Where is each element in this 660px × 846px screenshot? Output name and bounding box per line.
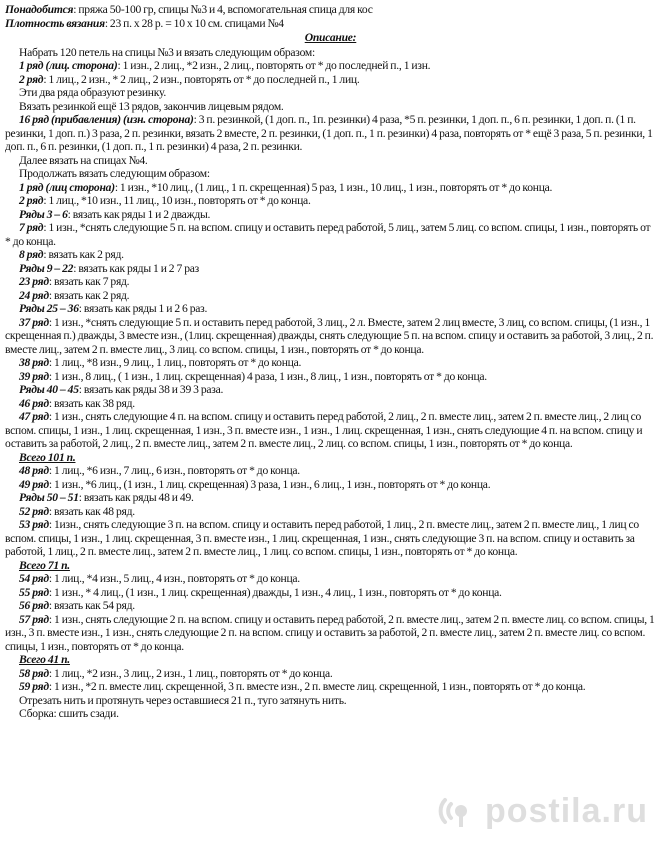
density-text: : 23 п. х 28 р. = 10 х 10 см. спицами №4 <box>104 16 284 30</box>
row-label: 48 ряд <box>19 464 49 477</box>
needed-line <box>5 3 656 17</box>
row-text: : 1изн., снять следующие 3 п. на вспом. спицу и оставить перед работой, 1 лиц., 2 п. вместе лиц., затем 2 п. вместе лиц., 1 лиц со вспом. спицы, 1 изн., 1 лиц. скрещенная, 3 п. вместе изн., 1 лиц. скрещенная, 1 изн., снять следующие 3 п. на вспом. спицу и оставить за работой, 1 лиц., 2 п. вместе лиц., затем 2 п. вместе лиц., 1 лиц. со вспом. спицы, 1 изн., повторять от * до конца. <box>5 518 639 558</box>
row-text: : вязать как ряды 38 и 39 3 раза. <box>78 383 224 396</box>
row-text: : 1 изн., снять следующие 2 п. на вспом. спицу и оставить перед работой, 2 п. вместе лиц., затем 2 п. вместе лиц. со вспом. спицы, 1 изн., 3 п. вместе изн., 1 изн., снять следующие 2 п. на вспом. спицу и оставить за работой, 2 п. вместе лиц., затем 2 п. вместе лиц. со вспом. спицы, 1 изн., повторять от * до конца. <box>5 612 655 653</box>
row-text: : 1 изн., *6 лиц., (1 изн., 1 лиц. скрещенная) 3 раза, 1 изн., 6 лиц., 1 изн., повторять от * до конца. <box>48 477 491 491</box>
row-instruction <box>5 667 656 681</box>
row-instruction <box>5 262 656 276</box>
instruction-text-line <box>5 707 656 721</box>
row-instruction <box>5 613 656 654</box>
row-label: 46 ряд <box>19 396 49 410</box>
row-text: : 1 изн., *снять следующие 5 п. на вспом. спицу и оставить перед работой, 5 лиц., затем 5 лиц. со вспом. спицы, 1 изн., повторять от * до конца. <box>5 221 651 248</box>
row-text: : вязать как 38 ряд. <box>48 396 135 410</box>
row-label: 53 ряд <box>19 518 49 531</box>
row-text: Эти два ряда образуют резинку. <box>19 86 166 99</box>
row-text: : вязать как ряды 1 и 2 7 раз <box>73 261 199 275</box>
row-text: : 1 лиц., *2 изн., 3 лиц., 2 изн., 1 лиц., повторять от * до конца. <box>48 666 333 680</box>
stitch-total-line <box>5 451 656 465</box>
row-instruction <box>5 680 656 694</box>
row-label: Ряды 9 – 22 <box>19 261 74 275</box>
row-text: : вязать как 7 ряд. <box>48 275 130 288</box>
row-text: : вязать как 2 ряд. <box>43 248 124 261</box>
needed-label: Понадобится <box>5 3 74 16</box>
stitch-total: Всего 101 п. <box>19 450 76 464</box>
row-text: : 1 лиц., *4 изн., 5 лиц., 4 изн., повторять от * до конца. <box>48 572 300 585</box>
row-label: 2 ряд <box>19 194 44 207</box>
row-label: 23 ряд <box>19 275 49 288</box>
row-text: : 1 изн., снять следующие 4 п. на вспом. спицу и оставить перед работой, 2 лиц., 2 п. вместе лиц., затем 2 п. вместе лиц., 2 лиц со вспом. спицы, 1 изн., 1 лиц. скрещенная, 1 изн., 3 п. вместе изн., 1 изн., 1 лиц. скрещенная, 1 изн., снять следующие 4 п. на вспом. спицу и оставить за работой, 2 лиц., 2 п. вместе лиц., затем 2 п. вместе лиц., 2 лиц. со вспом. спицы, 1 изн., повторять от * до конца. <box>5 410 643 450</box>
row-text: Отрезать нить и протянуть через оставшиеся 21 п., туго затянуть нить. <box>19 693 347 707</box>
row-instruction <box>5 478 656 492</box>
row-text: Вязать резинкой ещё 13 рядов, закончив лицевым рядом. <box>19 99 284 113</box>
density-line <box>5 17 656 31</box>
instruction-text-line <box>5 100 656 114</box>
instruction-text-line <box>5 154 656 168</box>
row-instruction <box>5 586 656 600</box>
instruction-text-line <box>5 167 656 181</box>
row-text: : вязать как 48 ряд. <box>48 504 135 518</box>
instruction-lines <box>5 46 656 721</box>
row-instruction <box>5 505 656 519</box>
row-label: 2 ряд <box>19 72 44 86</box>
row-text: : 1 изн., 8 лиц., ( 1 изн., 1 лиц. скрещенная) 4 раза, 1 изн., 8 лиц., 1 изн., повторять от * до конца. <box>48 369 487 383</box>
row-label: 54 ряд <box>19 572 49 585</box>
row-instruction <box>5 410 656 451</box>
row-text: : 1 изн., *2 п. вместе лиц. скрещенной, 3 п. вместе изн., 2 п. вместе лиц. скрещенной, 1 изн., повторять от * до конца. <box>48 680 586 693</box>
row-instruction <box>5 302 656 316</box>
row-instruction <box>5 289 656 303</box>
stitch-total: Всего 71 п. <box>19 558 70 572</box>
row-instruction <box>5 316 656 357</box>
row-instruction <box>5 194 656 208</box>
row-label: Ряды 50 – 51 <box>19 491 79 504</box>
instruction-text-line <box>5 46 656 60</box>
row-label: 7 ряд <box>19 221 44 234</box>
row-label: 52 ряд <box>19 504 49 518</box>
row-label: 58 ряд <box>19 666 49 680</box>
row-label: 59 ряд <box>19 680 49 693</box>
row-label: 37 ряд <box>19 315 49 329</box>
row-text: : 1 изн., *10 лиц., (1 лиц., 1 п. скрещенная) 5 раз, 1 изн., 10 лиц., 1 изн., повторять от * до конца. <box>114 180 553 194</box>
row-label: 38 ряд <box>19 356 49 369</box>
row-text: : 1 изн., 2 лиц., *2 изн., 2 лиц., повторять от * до последней п., 1 изн. <box>117 59 431 72</box>
row-label: 16 ряд (прибавления) (изн. сторона) <box>19 113 194 126</box>
row-instruction <box>5 221 656 248</box>
stitch-total-line <box>5 559 656 573</box>
row-instruction <box>5 518 656 559</box>
row-text: : вязать как ряды 1 и 2 6 раз. <box>78 302 208 315</box>
row-instruction <box>5 464 656 478</box>
description-title: Описание: <box>304 31 357 44</box>
row-label: 24 ряд <box>19 288 49 302</box>
description-heading-line <box>5 31 656 45</box>
row-instruction <box>5 181 656 195</box>
row-label: 39 ряд <box>19 369 49 383</box>
row-text: Сборка: сшить сзади. <box>19 707 119 720</box>
row-text: : вязать как 54 ряд. <box>48 599 135 612</box>
row-instruction <box>5 356 656 370</box>
row-text: Набрать 120 петель на спицы №3 и вязать следующим образом: <box>19 45 315 59</box>
stitch-total-line <box>5 653 656 667</box>
row-label: Ряды 3 – 6 <box>19 207 68 221</box>
row-text: Продолжать вязать следующим образом: <box>19 167 210 180</box>
row-label: Ряды 25 – 36 <box>19 302 79 315</box>
row-instruction <box>5 113 656 154</box>
row-instruction <box>5 383 656 397</box>
instruction-text-line <box>5 694 656 708</box>
row-instruction <box>5 73 656 87</box>
row-instruction <box>5 370 656 384</box>
row-label: 56 ряд <box>19 599 49 612</box>
row-instruction <box>5 397 656 411</box>
watermark-text: postila.ru <box>484 791 648 830</box>
row-instruction <box>5 572 656 586</box>
density-label: Плотность вязания <box>5 16 105 30</box>
row-label: 1 ряд (лиц. сторона) <box>19 59 118 72</box>
row-label: 55 ряд <box>19 585 49 599</box>
row-text: Далее вязать на спицах №4. <box>19 153 148 167</box>
row-instruction <box>5 208 656 222</box>
row-text: : 1 лиц., *8 изн., 9 лиц., 1 лиц., повторять от * до конца. <box>48 356 302 369</box>
row-text: : вязать как 2 ряд. <box>48 288 130 302</box>
row-label: 8 ряд <box>19 248 44 261</box>
row-instruction <box>5 59 656 73</box>
row-label: 1 ряд (лиц сторона) <box>19 180 115 194</box>
row-text: : вязать как ряды 48 и 49. <box>78 491 194 504</box>
row-text: : 3 п. резинкой, (1 доп. п., 1п. резинки) 4 раза, *5 п. резинки, 1 доп. п., 6 п. резинки, 1 доп. п. (1 п. резинки, 1 доп. п.) 3 раза, 2 п. резинки, вязать 2 вместе, 2 п. резинки, (1 доп. п., 1 п. резинки) 4 раза, повторять от * ещё 3 раза, 5 п. резинки, 1 доп. п., 6 п. резинки, (1 доп. п., 1 п. резинки) 4 раза, 2 п. резинки. <box>5 113 653 153</box>
row-instruction <box>5 599 656 613</box>
row-text: : 1 изн., *снять следующие 5 п. и оставить перед работой, 3 лиц., 2 л. Вместе, затем 2 лиц вместе, 3 лиц, со вспом. спицы, (1 изн., 1 скрещенная п.) дважды, 3 вместе изн., (1лиц. скрещенная) дважды, снять следующие 5 п. на вспом. спицу и оставить за работой, 3 лиц., 2 п. вместе лиц., затем 2 п. вместе лиц., 3 лиц. со вспом. спицы, 1 изн., повторять от * до конца. <box>5 315 654 356</box>
row-text: : 1 лиц., *6 изн., 7 лиц., 6 изн., повторять от * до конца. <box>48 464 300 477</box>
instruction-text-line <box>5 86 656 100</box>
row-label: 57 ряд <box>19 612 49 626</box>
row-label: Ряды 40 – 45 <box>19 383 79 396</box>
row-instruction <box>5 491 656 505</box>
row-text: : 1 изн., * 4 лиц., (1 изн., 1 лиц. скрещенная) дважды, 1 изн., 4 лиц., 1 изн., повторять от * до конца. <box>48 585 502 599</box>
row-instruction <box>5 248 656 262</box>
row-text: : вязать как ряды 1 и 2 дважды. <box>67 207 211 221</box>
row-text: : 1 лиц., *10 изн., 11 лиц., 10 изн., повторять от * до конца. <box>43 194 311 207</box>
row-label: 49 ряд <box>19 477 49 491</box>
row-instruction <box>5 275 656 289</box>
row-label: 47 ряд <box>19 410 49 423</box>
stitch-total: Всего 41 п. <box>19 653 70 666</box>
row-text: : 1 лиц., 2 изн., * 2 лиц., 2 изн., повторять от * до последней п., 1 лиц. <box>43 72 360 86</box>
needed-text: : пряжа 50-100 гр, спицы №3 и 4, вспомогательная спица для кос <box>73 3 373 16</box>
